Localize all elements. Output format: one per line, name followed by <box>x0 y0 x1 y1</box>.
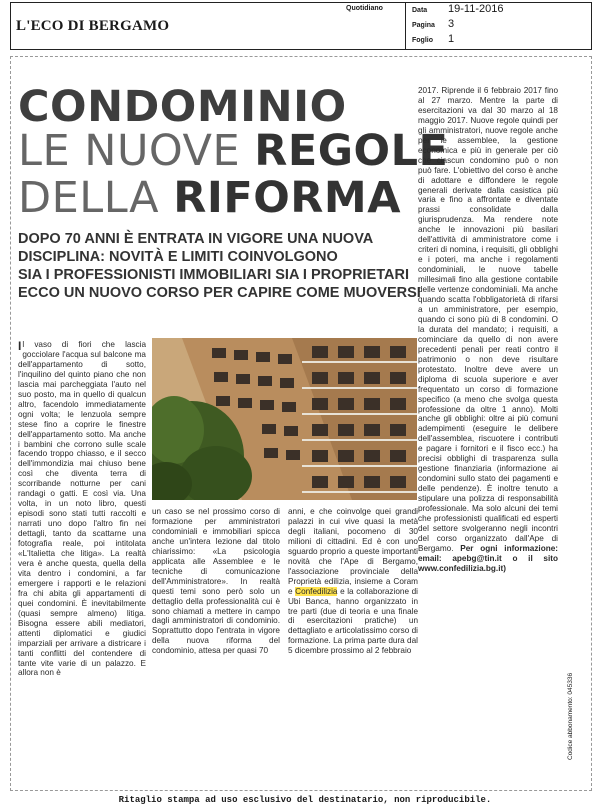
subtitle <box>18 230 421 302</box>
subtitle-line: DOPO 70 ANNI È ENTRATA IN VIGORE UNA NUOVA <box>18 231 374 247</box>
article-column-right <box>418 86 558 706</box>
info-contact: Per ogni informazione: email: apebg@tin.it o il sito www.confedilizia.bg.it) <box>418 543 558 573</box>
article-column-1 <box>18 340 146 692</box>
headline-line2-light: LE NUOVE <box>18 126 255 176</box>
article-column-2: un caso se nel prossimo corso di formazione per amministratori condominiali e immobiliari spicca anche un'intera lezione dal titolo chiarissimo: «La psicologia applicata alle Assemblee e le tecniche di comunicazione dell'Amministratore». In realtà questi temi sono però solo un dettaglio della professionalità cui è sono chiamati a mettere in campo dagli amministratori di condominio. Soprattutto dopo l'entrata in vigore della nuova riforma del condominio, attesa per quasi 70 <box>152 507 280 656</box>
headline-line2-bold: REGOLE <box>254 126 449 176</box>
codice-abbonamento: Codice abbonamento: 045336 <box>567 672 574 760</box>
headline-line3-bold: RIFORMA <box>173 173 401 223</box>
right-column-text: 2017. Riprende il 6 febbraio 2017 fino al 27 marzo. Mentre la parte di esercitazioni va dal 30 marzo al 18 maggio 2017. Nuove regole quindi per gli amministratori, nuove regole anche per le assemblee, la gestione economica e più in generale per ciò che ciascun condomino può o non può fare. L'obiettivo del corso è anche di adottare e diffondere le regole generali derivate dalla casistica più varia e fino a affrontate e diventate prassi consolidate dalla giurisprudenza. Ma rendere note anche le innovazioni più basilari dell'attività di amministratore come i criteri di nomina, i requisiti, gli obblighi e i poteri, ma anche i regolamenti condominiali, le nuove tabelle millesimali fino alla gestione contabile delle vertenze condominiali. Ma anche quando scatta l'obbligatorietà di rifarsi a un amministratore, per esempio, quando ci sono più di 8 condomini. O la durata del mandato; i requisiti, a cominciare da quello di non avere precedenti penali per reati contro il patrimonio o non deve risultare protestato. Inoltre deve avere un diploma di scuola superiore e aver frequentato un corso di formazione specifico (a meno che svolga questa professione da oltre 1 anno). Molti anche gli obblighi: oltre ai più comuni adempimenti (eseguire le delibere dell'assemblea, riscuotere i contributi e pagare i fornitori e il fisco ecc.) ha precisi obblighi di trasparenza sulla gestione finanziaria (informazione ai condomini sullo stato dei pagamenti e delle pendenze). È inoltre tenuto a stipulare una polizza di responsabilità professionale. Ma solo alcuni dei temi che professionisti qualificati ed esperti del settore svolgeranno negli incontri del corso organizzato dall'Ape di Bergamo. <box>418 86 558 553</box>
column-1-text: l vaso di fiori che lascia gocciolare l'acqua sul balcone ma dell'appartamento di sotto, l'inquilino del quinto piano che non lascia mai parcheggiata l'auto nel suo posto, ma in quello di qualcun altro, facendolo immediatamente ogni volta; le lenzuola sempre stese fino a coprire le finestre dell'appartamento sotto. Ma anche i bambini che corrono sulle scale facendo troppo chiasso, e il secco dell'immondizia mai chiuso bene così che diventa terra di scorribande notturne per cani randagi o gatti. E così via. Una volta, in un noto libro, questi episodi sono stati tutti raccolti e narrati uno dopo l'altro fin nei dettagli, tanto da scattarne una fotografia reale, poi intitolata «L'Italietta che litiga». La realtà vera è anche questa, quella della vita dentro i condomini, a far emergere i rapporti e le relazioni fra chi abita gli appartamenti di quei condomini. È inevitabilmente (quasi sempre almeno) litiga. Bisogna essere abili mediatori, attenti diplomatici e giudici imparziali per arrivare a districare i tanti conflitti del contendere di tante vite varie di un palazzo. E allora non è <box>18 340 146 678</box>
pagina-value: 3 <box>448 18 455 30</box>
subtitle-line: DISCIPLINA: NOVITÀ E LIMITI COINVOLGONO <box>18 249 338 265</box>
building-photo <box>152 338 417 500</box>
quotidiano-label: Quotidiano <box>346 5 383 12</box>
headline-line1: CONDOMINIO <box>18 82 347 132</box>
column-3-text-a: anni, e che coinvolge quei grandi palazzi in cui vive quasi la metà degli italiani, pocomeno di 30 milioni di cittadini. Ed è con uno sguardo proprio a queste importanti novità che l'Ape di Bergamo, l'associazione provinciale della Proprietà edilizia, insieme a Coram e <box>288 507 418 596</box>
highlighted-confedilizia: Confedilizia <box>295 586 338 596</box>
foglio-label: Foglio <box>412 37 433 44</box>
column-3-text-b: e la collaborazione di Ubi Banca, hanno organizzato in tre parti (due di teoria e una finale di esercitazioni pratiche) un dettagliato e articolatissimo corso di formazione. La prima parte dura dal 5 dicembre prossimo al 2 febbraio <box>288 586 418 656</box>
headline-line3 <box>18 175 401 221</box>
headline-line2 <box>18 128 448 174</box>
subtitle-line: SIA I PROFESSIONISTI IMMOBILIARI SIA I PROPRIETARI <box>18 267 409 283</box>
headline-line3-light: DELLA <box>18 173 174 223</box>
pagina-label: Pagina <box>412 22 435 29</box>
article-column-3 <box>288 507 418 692</box>
drop-cap: I <box>18 340 22 353</box>
data-label: Data <box>412 7 428 14</box>
data-value: 19-11-2016 <box>448 3 504 15</box>
header-divider <box>405 2 406 50</box>
foglio-value: 1 <box>448 33 455 45</box>
subtitle-line: ECCO UN NUOVO CORSO PER CAPIRE COME MUOVERSI <box>18 285 421 301</box>
footer-disclaimer: Ritaglio stampa ad uso esclusivo del destinatario, non riproducibile. <box>118 795 492 805</box>
newspaper-logo: L'ECO DI BERGAMO <box>16 18 170 34</box>
